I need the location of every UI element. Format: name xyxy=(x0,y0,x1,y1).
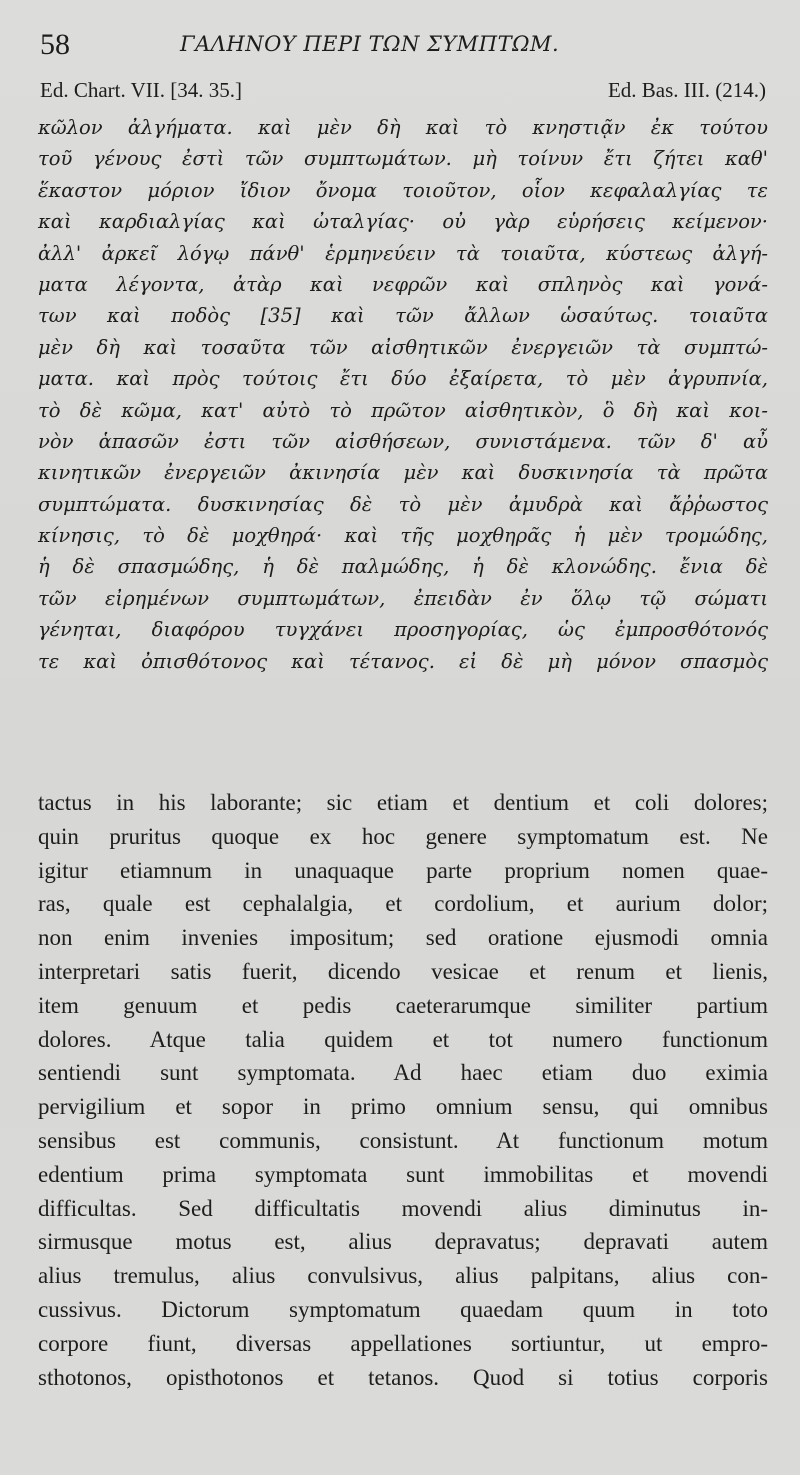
latin-line: sthotonos, opisthotonos et tetanos. Quod si totius corporis xyxy=(38,1364,768,1390)
greek-text-block xyxy=(38,112,768,677)
latin-line: item genuum et pedis caeterarumque similiter partium xyxy=(38,992,768,1018)
greek-line: γένηται, διαφόρου τυγχάνει προσηγορίας, ὡς ἐμπροσθότονός xyxy=(38,618,768,642)
latin-line: ras, quale est cephalalgia, et cordolium, et aurium dolor; xyxy=(38,891,768,917)
latin-text-block xyxy=(38,786,768,1394)
latin-line: dolores. Atque talia quidem et tot numero functionum xyxy=(38,1026,768,1052)
greek-line: ἀλλ' ἀρκεῖ λόγῳ πάνθ' ἑρμηνεύειν τὰ τοιαῦτα, κύστεως ἀλγή- xyxy=(38,241,768,265)
latin-line: sensibus est communis, consistunt. At functionum motum xyxy=(38,1127,768,1153)
latin-line: alius tremulus, alius convulsivus, alius palpitans, alius con- xyxy=(38,1263,768,1289)
greek-line: νὸν ἁπασῶν ἐστι τῶν αἰσθήσεων, συνιστάμενα. τῶν δ' αὖ xyxy=(38,429,768,453)
greek-line: τε καὶ ὀπισθότονος καὶ τέτανος. εἰ δὲ μὴ μόνον σπασμὸς xyxy=(38,649,768,673)
latin-line: igitur etiamnum in unaquaque parte proprium nomen quae- xyxy=(38,857,768,883)
edition-chartier: Ed. Chart. VII. [34. 35.] xyxy=(40,78,242,102)
greek-line: ἕκαστον μόριον ἴδιον ὄνομα τοιοῦτον, οἷον κεφαλαλγίας τε xyxy=(38,178,768,202)
latin-line: interpretari satis fuerit, dicendo vesicae et renum et lienis, xyxy=(38,958,768,984)
greek-line: κίνησις, τὸ δὲ μοχθηρά· καὶ τῆς μοχθηρᾶς ἡ μὲν τρομώδης, xyxy=(38,524,768,548)
greek-line: συμπτώματα. δυσκινησίας δὲ τὸ μὲν ἀμυδρὰ καὶ ἄῤῥωστος xyxy=(38,492,768,516)
greek-line: των καὶ ποδὸς [35] καὶ τῶν ἄλλων ὡσαύτως. τοιαῦτα xyxy=(38,304,768,328)
latin-line: edentium prima symptomata sunt immobilitas et movendi xyxy=(38,1161,768,1187)
greek-line: ματα. καὶ πρὸς τούτοις ἔτι δύο ἐξαίρετα, τὸ μὲν ἀγρυπνία, xyxy=(38,367,768,391)
greek-line: μὲν δὴ καὶ τοσαῦτα τῶν αἰσθητικῶν ἐνεργειῶν τὰ συμπτώ- xyxy=(38,335,768,359)
latin-line: tactus in his laborante; sic etiam et dentium et coli dolores; xyxy=(38,790,768,815)
greek-line: τῶν εἰρημένων συμπτωμάτων, ἐπειδὰν ἐν ὅλῳ τῷ σώματι xyxy=(38,586,768,610)
page-number: 58 xyxy=(40,28,70,61)
latin-line: non enim invenies impositum; sed oratione ejusmodi omnia xyxy=(38,925,768,951)
greek-line: καὶ καρδιαλγίας καὶ ὠταλγίας· οὐ γὰρ εὑρήσεις κείμενον· xyxy=(38,210,768,234)
greek-line: τὸ δὲ κῶμα, κατ' αὐτὸ τὸ πρῶτον αἰσθητικὸν, ὃ δὴ καὶ κοι- xyxy=(38,398,768,422)
latin-line: sentiendi sunt symptomata. Ad haec etiam duo eximia xyxy=(38,1060,768,1086)
greek-line: κῶλον ἀλγήματα. καὶ μὲν δὴ καὶ τὸ κνηστιᾷν ἐκ τούτου xyxy=(38,116,768,139)
greek-line: ἡ δὲ σπασμώδης, ἡ δὲ παλμώδης, ἡ δὲ κλονώδης. ἔνια δὲ xyxy=(38,555,768,579)
latin-line: pervigilium et sopor in primo omnium sensu, qui omnibus xyxy=(38,1094,768,1120)
greek-line: τοῦ γένους ἐστὶ τῶν συμπτωμάτων. μὴ τοίνυν ἔτι ζήτει καθ' xyxy=(38,147,768,171)
latin-line: quin pruritus quoque ex hoc genere symptomatum est. Ne xyxy=(38,823,768,849)
running-title: ΓΑΛΗΝΟΥ ΠΕΡΙ ΤΩΝ ΣΥΜΠΤΩΜ. xyxy=(180,32,560,56)
latin-line: cussivus. Dictorum symptomatum quaedam quum in toto xyxy=(38,1296,768,1322)
running-head xyxy=(40,28,770,68)
greek-line: κινητικῶν ἐνεργειῶν ἀκινησία μὲν καὶ δυσκινησία τὰ πρῶτα xyxy=(38,461,768,485)
latin-line: sirmusque motus est, alius depravatus; depravati autem xyxy=(38,1229,768,1255)
latin-line: difficultas. Sed difficultatis movendi alius diminutus in- xyxy=(38,1195,768,1221)
edition-basel: Ed. Bas. III. (214.) xyxy=(607,78,766,102)
greek-line: ματα λέγοντα, ἀτὰρ καὶ νεφρῶν καὶ σπληνὸς καὶ γονά- xyxy=(38,272,768,296)
latin-line: corpore fiunt, diversas appellationes sortiuntur, ut empro- xyxy=(38,1330,768,1356)
edition-references xyxy=(40,78,770,108)
